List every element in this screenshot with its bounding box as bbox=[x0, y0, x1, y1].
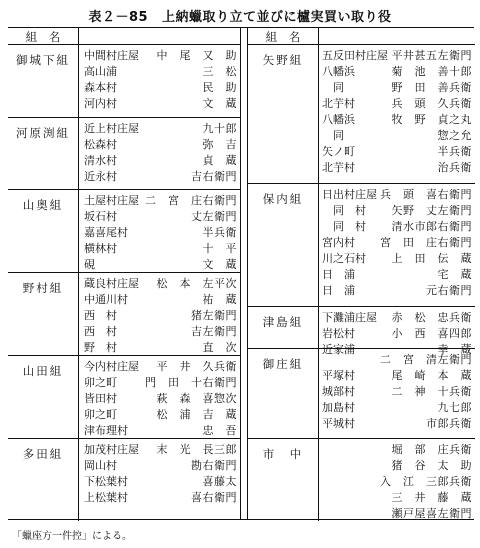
village-name: 岡山村 bbox=[84, 459, 117, 472]
entry-row bbox=[84, 96, 237, 112]
village-name: 西 村 bbox=[84, 325, 117, 338]
person-name: 宅 蔵 bbox=[437, 268, 472, 281]
group-name: 御庄組 bbox=[262, 357, 304, 371]
person-name: 丈左衛門 bbox=[191, 210, 237, 223]
village-name: 北芋村 bbox=[322, 161, 355, 174]
group-block bbox=[8, 189, 240, 273]
village-name: 下松葉村 bbox=[84, 475, 128, 488]
entry-row bbox=[322, 96, 472, 112]
group-block bbox=[8, 438, 240, 521]
group-divider bbox=[78, 190, 79, 273]
village-name: 加茂村庄屋 bbox=[84, 443, 139, 456]
person-name: 野 田 善兵衛 bbox=[391, 81, 472, 94]
person-name: 二 宮 庄右衛門 bbox=[145, 194, 237, 207]
entry-row bbox=[84, 407, 237, 423]
entry-row bbox=[84, 121, 237, 137]
entry-row bbox=[84, 64, 237, 80]
entry-row bbox=[322, 474, 472, 490]
group-divider bbox=[318, 439, 319, 521]
entry-row bbox=[322, 80, 472, 96]
person-name: 二 神 十兵衛 bbox=[391, 385, 472, 398]
group-divider bbox=[78, 356, 79, 439]
person-name: 兵 頭 喜右衛門 bbox=[380, 188, 472, 201]
group-block bbox=[248, 183, 475, 307]
group-name: 保内組 bbox=[262, 192, 304, 206]
village-name: 八幡浜 bbox=[322, 65, 355, 78]
person-name: 清水市郎右衛門 bbox=[391, 220, 472, 233]
person-name: 萩 森 喜惣次 bbox=[156, 392, 237, 405]
group-divider bbox=[78, 118, 79, 190]
village-name: 下灘浦庄屋 bbox=[322, 311, 377, 324]
person-name: 瀬戸屋喜左衛門 bbox=[391, 507, 472, 520]
person-name: 三 井 藤 蔵 bbox=[391, 491, 472, 504]
person-name: 吉右衛門 bbox=[191, 170, 237, 183]
entry-row bbox=[322, 368, 472, 384]
group-block bbox=[248, 45, 475, 183]
group-divider bbox=[78, 45, 79, 117]
village-name: 河内村 bbox=[84, 97, 117, 110]
entry-row bbox=[322, 203, 472, 219]
entry-row bbox=[84, 48, 237, 64]
village-name: 森本村 bbox=[84, 81, 117, 94]
village-name: 上松葉村 bbox=[84, 491, 128, 504]
entry-row bbox=[322, 384, 472, 400]
entry-row bbox=[322, 187, 472, 203]
village-name: 中通川村 bbox=[84, 293, 128, 306]
person-name: 平 井 久兵衛 bbox=[156, 360, 237, 373]
person-name: 入 江 三郎兵衛 bbox=[380, 475, 472, 488]
group-header: 組 名 bbox=[25, 30, 61, 44]
entry-row bbox=[322, 144, 472, 160]
person-name: 宮 田 庄右衛門 bbox=[380, 236, 472, 249]
village-name: 近永村 bbox=[84, 170, 117, 183]
person-name: 十 平 bbox=[202, 242, 237, 255]
person-name: 九十郎 bbox=[202, 122, 237, 135]
group-name: 河原渕組 bbox=[16, 126, 70, 140]
right-column bbox=[247, 28, 475, 519]
person-name: 文 蔵 bbox=[202, 258, 237, 271]
person-name: 幸 蔵 bbox=[437, 343, 472, 356]
village-name: 同 村 bbox=[322, 220, 366, 233]
village-name: 硯 bbox=[84, 258, 95, 271]
person-name: 牧 野 貞之丸 bbox=[391, 113, 472, 126]
entry-row bbox=[322, 251, 472, 267]
header-divider bbox=[78, 28, 79, 44]
group-block bbox=[8, 272, 240, 356]
table-caption: 上納蠟取り立て並びに櫨実買い取り役 bbox=[162, 10, 392, 25]
village-name: 同 bbox=[322, 129, 344, 142]
village-name: 八幡浜 bbox=[322, 113, 355, 126]
group-block bbox=[8, 117, 240, 190]
person-name: 九七郎 bbox=[437, 401, 472, 414]
village-name: 近家浦 bbox=[322, 343, 355, 356]
entry-row bbox=[322, 458, 472, 474]
left-column bbox=[8, 28, 240, 519]
village-name: 坂石村 bbox=[84, 210, 117, 223]
entry-row bbox=[322, 506, 472, 522]
entry-row bbox=[84, 209, 237, 225]
group-name: 市 中 bbox=[262, 447, 304, 461]
village-name: 川之石村 bbox=[322, 252, 366, 265]
person-name: 堀 部 庄兵衛 bbox=[391, 443, 472, 456]
group-block bbox=[8, 45, 240, 117]
person-name: 三 松 bbox=[202, 65, 237, 78]
group-block bbox=[248, 348, 475, 439]
village-name: 加島村 bbox=[322, 401, 355, 414]
village-name: 日 浦 bbox=[322, 268, 355, 281]
group-divider bbox=[318, 349, 319, 439]
person-name: 矢野 丈左衛門 bbox=[391, 204, 472, 217]
village-name: 城部村 bbox=[322, 385, 355, 398]
entry-row bbox=[84, 193, 237, 209]
person-name: 喜藤太 bbox=[202, 475, 237, 488]
village-name: 野 村 bbox=[84, 341, 117, 354]
village-name: 横林村 bbox=[84, 242, 117, 255]
table-title bbox=[0, 6, 480, 25]
entry-row bbox=[322, 283, 472, 299]
group-name: 山田組 bbox=[22, 364, 64, 378]
entry-row bbox=[84, 340, 237, 356]
village-name: 今内村庄屋 bbox=[84, 360, 139, 373]
village-name: 同 村 bbox=[322, 204, 366, 217]
entry-row bbox=[322, 416, 472, 432]
entry-row bbox=[322, 128, 472, 144]
village-name: 五反田村庄屋 bbox=[322, 49, 388, 62]
person-name: 弥 吉 bbox=[202, 138, 237, 151]
person-name: 中 尾 又 助 bbox=[156, 49, 237, 62]
person-name: 祐 蔵 bbox=[202, 293, 237, 306]
person-name: 忠 吾 bbox=[202, 424, 237, 437]
person-name: 民 助 bbox=[202, 81, 237, 94]
person-name: 勘右衛門 bbox=[191, 459, 237, 472]
person-name: 菊 池 善十郎 bbox=[391, 65, 472, 78]
person-name: 松 浦 吉 蔵 bbox=[156, 408, 237, 421]
group-header: 組 名 bbox=[265, 30, 301, 44]
entry-row bbox=[322, 160, 472, 176]
group-name: 矢野組 bbox=[262, 53, 304, 67]
entry-row bbox=[322, 112, 472, 128]
village-name: 卯之町 bbox=[84, 376, 117, 389]
person-name: 二 宮 清左衛門 bbox=[380, 353, 472, 366]
person-name: 上 田 伝 蔵 bbox=[391, 252, 472, 265]
entry-row bbox=[84, 423, 237, 439]
entry-row bbox=[84, 137, 237, 153]
entry-row bbox=[322, 235, 472, 251]
village-name: 蔵良村庄屋 bbox=[84, 277, 139, 290]
records-table bbox=[8, 27, 474, 520]
entry-row bbox=[84, 241, 237, 257]
entry-row bbox=[322, 400, 472, 416]
entry-row bbox=[84, 458, 237, 474]
group-block bbox=[8, 355, 240, 439]
village-name: 卯之町 bbox=[84, 408, 117, 421]
entry-row bbox=[322, 442, 472, 458]
entry-row bbox=[84, 276, 237, 292]
group-divider bbox=[318, 184, 319, 307]
person-name: 治兵衛 bbox=[437, 161, 472, 174]
village-name: 平城村 bbox=[322, 417, 355, 430]
person-name: 平井甚五左衛門 bbox=[391, 49, 472, 62]
village-name: 松森村 bbox=[84, 138, 117, 151]
table-number: 表２－85 bbox=[88, 10, 149, 25]
entry-row bbox=[322, 219, 472, 235]
person-name: 松 本 左平次 bbox=[156, 277, 237, 290]
person-name: 兵 頭 久兵衛 bbox=[391, 97, 472, 110]
person-name: 門 田 十右衛門 bbox=[145, 376, 237, 389]
group-name: 野村組 bbox=[22, 281, 64, 295]
entry-row bbox=[84, 169, 237, 185]
group-name: 多田組 bbox=[22, 447, 64, 461]
village-name: 同 bbox=[322, 81, 344, 94]
person-name: 吉左衛門 bbox=[191, 325, 237, 338]
entry-row bbox=[84, 359, 237, 375]
village-name: 土屋村庄屋 bbox=[84, 194, 139, 207]
entry-row bbox=[84, 80, 237, 96]
group-name: 山奥組 bbox=[22, 198, 64, 212]
entry-row bbox=[84, 391, 237, 407]
entry-row bbox=[322, 48, 472, 64]
group-divider bbox=[318, 307, 319, 349]
entry-row bbox=[84, 308, 237, 324]
village-name: 中間村庄屋 bbox=[84, 49, 139, 62]
village-name: 岩松村 bbox=[322, 327, 355, 340]
village-name: 北芋村 bbox=[322, 97, 355, 110]
person-name: 猪左衛門 bbox=[191, 309, 237, 322]
person-name: 赤 松 忠兵衛 bbox=[391, 311, 472, 324]
village-name: 近上村庄屋 bbox=[84, 122, 139, 135]
village-name: 皆田村 bbox=[84, 392, 117, 405]
person-name: 半兵衛 bbox=[202, 226, 237, 239]
village-name: 高山浦 bbox=[84, 65, 117, 78]
village-name: 日 浦 bbox=[322, 284, 355, 297]
group-divider bbox=[78, 439, 79, 521]
left-header bbox=[8, 28, 240, 45]
group-block bbox=[248, 306, 475, 356]
person-name: 猪 谷 太 助 bbox=[391, 459, 472, 472]
person-name: 貞 蔵 bbox=[202, 154, 237, 167]
village-name: 嘉喜尾村 bbox=[84, 226, 128, 239]
person-name: 小 西 喜四郎 bbox=[391, 327, 472, 340]
entry-row bbox=[84, 375, 237, 391]
person-name: 半兵衛 bbox=[437, 145, 472, 158]
group-name: 津島組 bbox=[262, 315, 304, 329]
group-block bbox=[248, 438, 475, 521]
entry-row bbox=[84, 474, 237, 490]
entry-row bbox=[322, 490, 472, 506]
entry-row bbox=[322, 267, 472, 283]
person-name: 尾 崎 本 蔵 bbox=[391, 369, 472, 382]
group-name: 御城下組 bbox=[16, 53, 70, 67]
source-note: 「蠟座方一件控」による。 bbox=[12, 531, 132, 542]
person-name: 直 次 bbox=[202, 341, 237, 354]
entry-row bbox=[84, 153, 237, 169]
group-divider bbox=[78, 273, 79, 356]
entry-row bbox=[84, 442, 237, 458]
person-name: 文 蔵 bbox=[202, 97, 237, 110]
village-name: 津布理村 bbox=[84, 424, 128, 437]
village-name: 宮内村 bbox=[322, 236, 355, 249]
entry-row bbox=[84, 257, 237, 273]
right-header bbox=[248, 28, 475, 45]
village-name: 清水村 bbox=[84, 154, 117, 167]
person-name: 元右衛門 bbox=[426, 284, 472, 297]
person-name: 末 光 長三郎 bbox=[156, 443, 237, 456]
group-divider bbox=[318, 45, 319, 183]
village-name: 西 村 bbox=[84, 309, 117, 322]
entry-row bbox=[322, 326, 472, 342]
entry-row bbox=[84, 324, 237, 340]
entry-row bbox=[84, 490, 237, 506]
entry-row bbox=[322, 352, 472, 368]
entry-row bbox=[322, 310, 472, 326]
entry-row bbox=[84, 292, 237, 308]
entry-row bbox=[84, 225, 237, 241]
village-name: 矢ノ町 bbox=[322, 145, 355, 158]
village-name: 日出村庄屋 bbox=[322, 188, 377, 201]
village-name: 平塚村 bbox=[322, 369, 355, 382]
person-name: 喜右衛門 bbox=[191, 491, 237, 504]
person-name: 惣之允 bbox=[437, 129, 472, 142]
entry-row bbox=[322, 64, 472, 80]
person-name: 市郎兵衛 bbox=[426, 417, 472, 430]
header-divider bbox=[318, 28, 319, 44]
